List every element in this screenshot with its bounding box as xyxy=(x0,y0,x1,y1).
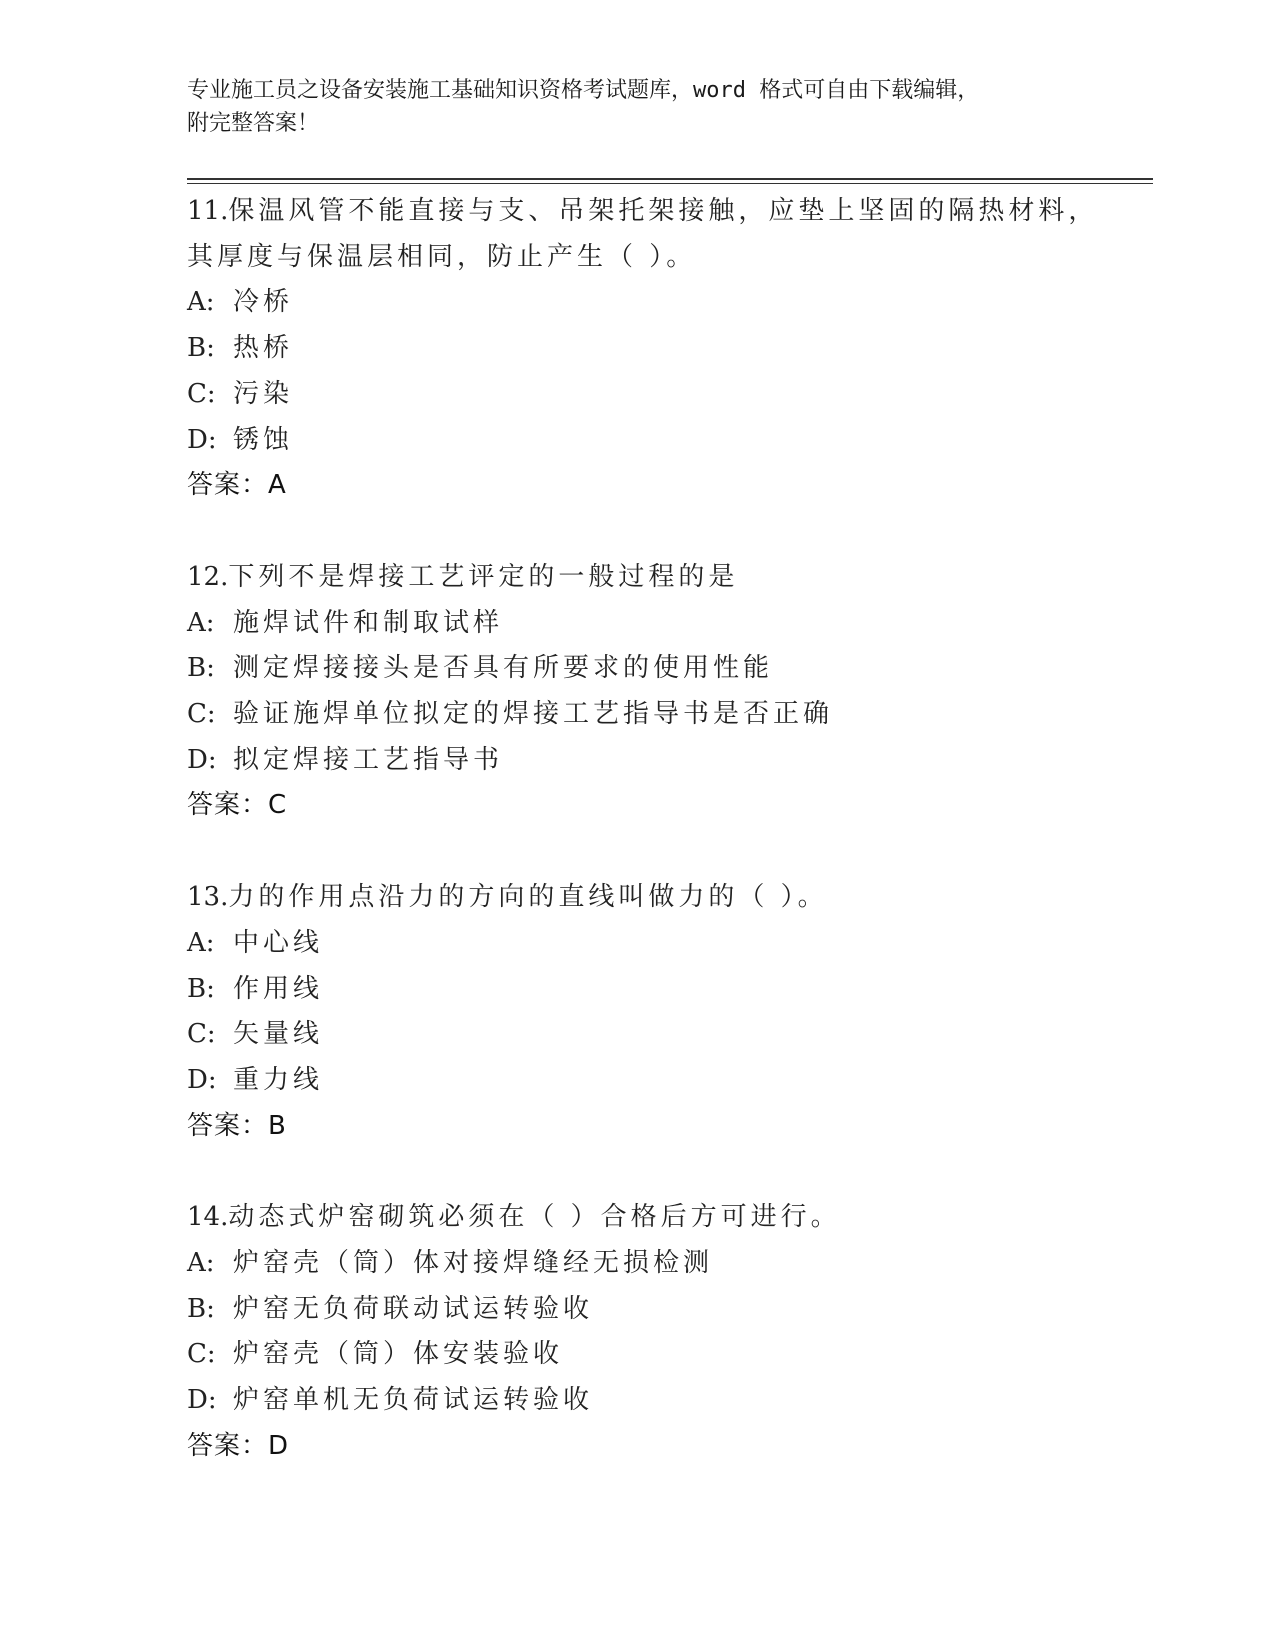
option-text: 重力线 xyxy=(233,1064,324,1095)
answer-label: 答案： xyxy=(187,470,269,501)
answer-value: B xyxy=(268,1110,287,1141)
option-letter: D: xyxy=(187,424,217,455)
question-number: 14. xyxy=(187,1202,229,1233)
option-letter: B: xyxy=(187,1293,215,1324)
question-stem-continued xyxy=(187,235,1147,281)
option-text: 验证施焊单位拟定的焊接工艺指导书是否正确 xyxy=(233,699,834,730)
option-text: 污染 xyxy=(233,378,294,409)
answer-value: D xyxy=(268,1430,290,1461)
option-c xyxy=(187,1012,1147,1058)
answer-line xyxy=(187,463,1147,509)
header-divider-thin xyxy=(187,183,1153,184)
option-text: 作用线 xyxy=(233,973,324,1004)
question-number: 12. xyxy=(187,561,229,592)
question-stem xyxy=(187,875,1147,921)
header-line-1: 专业施工员之设备安装施工基础知识资格考试题库，word 格式可自由下载编辑， xyxy=(187,78,980,103)
answer-label: 答案： xyxy=(187,1110,269,1141)
option-text: 锈蚀 xyxy=(233,424,294,455)
question-text: 下列不是焊接工艺评定的一般过程的是 xyxy=(228,561,739,592)
option-b xyxy=(187,967,1147,1013)
option-letter: D: xyxy=(187,1385,217,1416)
option-b xyxy=(187,326,1147,372)
option-letter: C: xyxy=(187,1019,216,1050)
option-letter: D: xyxy=(187,744,217,775)
question-text: 动态式炉窑砌筑必须在（ ）合格后方可进行。 xyxy=(228,1202,841,1233)
question-stem xyxy=(187,1195,1147,1241)
option-a xyxy=(187,921,1147,967)
option-a xyxy=(187,280,1147,326)
answer-label: 答案： xyxy=(187,1430,269,1461)
option-letter: C: xyxy=(187,699,216,730)
document-header xyxy=(187,74,1147,140)
option-letter: B: xyxy=(187,333,215,364)
option-letter: A: xyxy=(187,1248,215,1279)
option-letter: C: xyxy=(187,378,216,409)
option-a xyxy=(187,1241,1147,1287)
option-d xyxy=(187,1058,1147,1104)
question-text: 保温风管不能直接与支、吊架托架接触，应垫上坚固的隔热材料， xyxy=(228,196,1099,226)
option-text: 施焊试件和制取试样 xyxy=(233,607,504,638)
option-text: 冷桥 xyxy=(233,287,294,318)
option-text: 中心线 xyxy=(233,927,324,958)
answer-value: C xyxy=(268,790,288,821)
question-list xyxy=(187,189,1147,1516)
answer-line xyxy=(187,1104,1147,1150)
answer-line xyxy=(187,1424,1147,1470)
option-c xyxy=(187,372,1147,418)
option-letter: C: xyxy=(187,1339,216,1370)
question-stem xyxy=(187,555,1147,601)
question-14 xyxy=(187,1195,1147,1469)
option-text: 炉窑壳（筒）体对接焊缝经无损检测 xyxy=(233,1248,714,1279)
question-stem xyxy=(187,189,1147,235)
option-a xyxy=(187,601,1147,647)
option-letter: A: xyxy=(187,927,215,958)
option-c xyxy=(187,692,1147,738)
question-13 xyxy=(187,875,1147,1149)
option-text: 测定焊接接头是否具有所要求的使用性能 xyxy=(233,653,774,684)
option-text: 炉窑壳（筒）体安装验收 xyxy=(233,1339,564,1370)
option-c xyxy=(187,1332,1147,1378)
question-text: 其厚度与保温层相同，防止产生（ ）。 xyxy=(187,241,697,272)
option-b xyxy=(187,1287,1147,1333)
question-text: 力的作用点沿力的方向的直线叫做力的（ ）。 xyxy=(228,882,828,913)
option-text: 矢量线 xyxy=(233,1019,324,1050)
option-text: 拟定焊接工艺指导书 xyxy=(233,744,504,775)
header-line-2: 附完整答案！ xyxy=(187,111,320,136)
option-d xyxy=(187,738,1147,784)
question-11 xyxy=(187,189,1147,509)
header-divider-thick xyxy=(187,178,1153,180)
question-number: 11. xyxy=(187,196,229,226)
answer-value: A xyxy=(268,470,287,501)
option-letter: B: xyxy=(187,653,215,684)
option-d xyxy=(187,1378,1147,1424)
option-text: 热桥 xyxy=(233,333,294,364)
option-letter: A: xyxy=(187,287,215,318)
option-d xyxy=(187,418,1147,464)
option-letter: A: xyxy=(187,607,215,638)
option-text: 炉窑无负荷联动试运转验收 xyxy=(233,1293,594,1324)
answer-label: 答案： xyxy=(187,790,269,821)
option-letter: B: xyxy=(187,973,215,1004)
question-number: 13. xyxy=(187,882,229,913)
answer-line xyxy=(187,783,1147,829)
option-letter: D: xyxy=(187,1064,217,1095)
question-12 xyxy=(187,555,1147,829)
option-text: 炉窑单机无负荷试运转验收 xyxy=(233,1385,594,1416)
option-b xyxy=(187,646,1147,692)
